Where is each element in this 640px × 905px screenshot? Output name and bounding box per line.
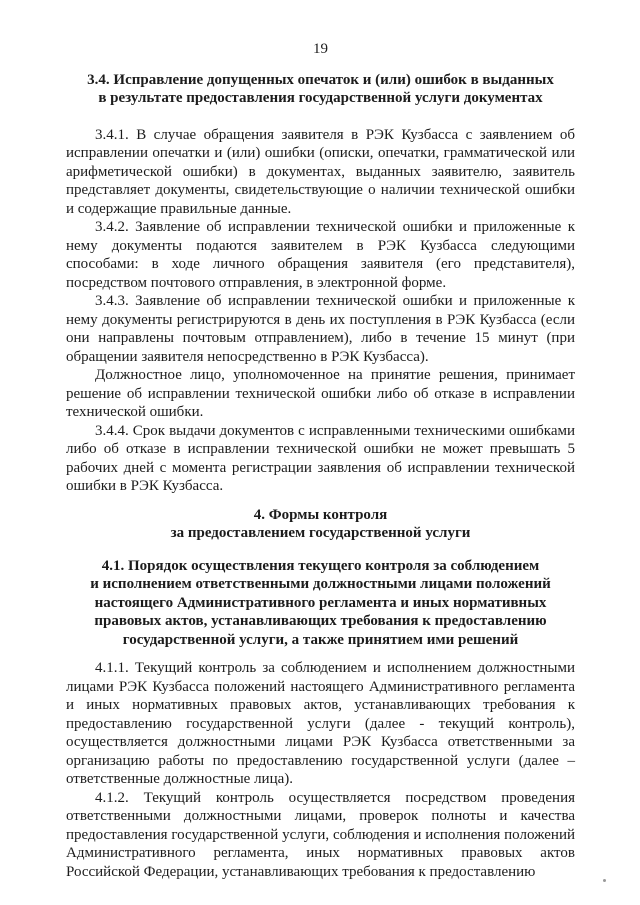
paragraph-3-4-3: 3.4.3. Заявление об исправлении технической ошибки и приложенные к нему документы регистрируются в день их поступления в РЭК Кузбасса (если они направлены почтовым отправлением), либо в течение 15 минут (при обращении заявителя непосредственно в РЭК Кузбасса). — [66, 293, 575, 365]
section-4-1-heading-line-4: правовых актов, устанавливающих требования к предоставлению — [94, 613, 547, 629]
section-4-1-heading-line-2: и исполнением ответственными должностными лицами положений — [90, 576, 551, 592]
section-4-1-heading-line-3: настоящего Административного регламента и иных нормативных — [94, 594, 547, 611]
page-number: 19 — [313, 41, 328, 57]
paragraph-3-4-1: 3.4.1. В случае обращения заявителя в РЭК Кузбасса с заявлением об исправлении опечатки и (или) ошибки (описки, опечатки, грамматической или арифметической ошибки) в документах, выданных заявителю, заявитель представляет документы, свидетельствующие о наличии технической ошибки и содержащие правильные данные. — [66, 126, 575, 217]
paragraph-4-1-1: 4.1.1. Текущий контроль за соблюдением и исполнением должностными лицами РЭК Кузбасса положений настоящего Административного регламента и иных нормативных правовых актов, устанавливающих требования к предоставлению государственной услуги (далее - текущий контроль), осуществляется должностными лицами РЭК Кузбасса ответственными за организацию работы по предоставлению государственной услуги (далее – ответственные должностные лица). — [66, 660, 575, 787]
paragraph-3-4-2: 3.4.2. Заявление об исправлении технической ошибки и приложенные к нему документы подаются заявителем в РЭК Кузбасса следующими способами: в ходе личного обращения заявителя (его представителя), посредством почтового отправления, в электронной форме. — [66, 219, 575, 291]
section-3-4-heading-line-1: 3.4. Исправление допущенных опечаток и (или) ошибок в выданных — [87, 71, 554, 88]
paragraph-4-1-2: 4.1.2. Текущий контроль осуществляется посредством проведения ответственными должностными лицами, проверок полноты и качества предоставления государственной услуги, соблюдения и исполнения положений Административного регламента, иных нормативных правовых актов Российской Федерации, устанавливающих требования к предоставлению — [66, 789, 575, 880]
section-4-1-heading-line-5: государственной услуги, а также принятием ими решений — [122, 631, 519, 648]
section-4-heading — [66, 506, 575, 543]
paragraph-duty-official: Должностное лицо, уполномоченное на принятие решения, принимает решение об исправлении технической ошибки либо об отказе в исправлении технической ошибки. — [66, 367, 575, 420]
section-3-4-heading — [66, 71, 575, 108]
section-4-heading-line-1: 4. Формы контроля — [253, 506, 388, 523]
section-4-heading-line-2: за предоставлением государственной услуги — [170, 525, 471, 541]
scan-artifact-dot — [603, 879, 606, 882]
section-4-1-heading-line-1: 4.1. Порядок осуществления текущего контроля за соблюдением — [101, 557, 540, 574]
paragraph-3-4-4: 3.4.4. Срок выдачи документов с исправленными техническими ошибками либо об отказе в исправлении технической ошибки не может превышать 5 рабочих дней с момента регистрации заявления об исправлении технической ошибки в РЭК Кузбасса. — [66, 422, 575, 494]
section-4-1-heading — [66, 557, 575, 650]
section-3-4-heading-line-2: в результате предоставления государственной услуги документах — [98, 90, 543, 106]
